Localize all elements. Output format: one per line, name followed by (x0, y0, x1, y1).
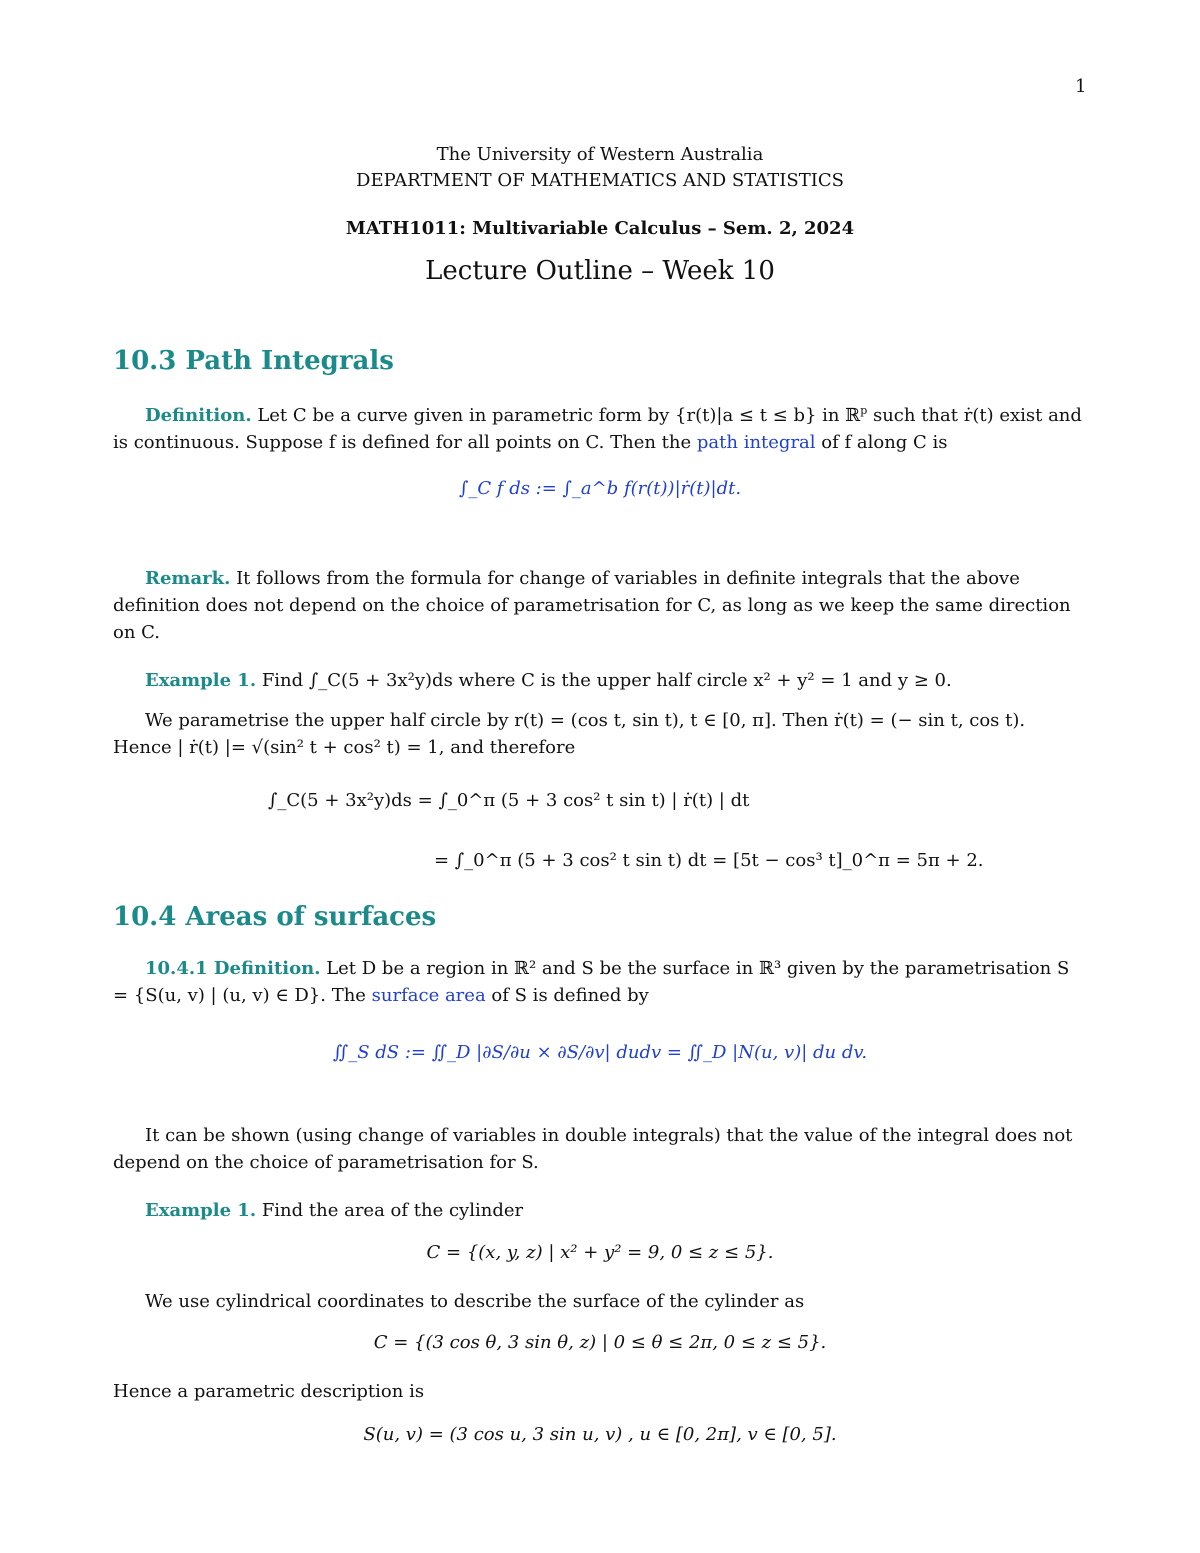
surface-area-definition (113, 955, 1089, 1009)
course-title: MATH1011: Multivariable Calculus – Sem. 2, 2024 (345, 218, 855, 239)
cylindrical-coords-definition: C = {(3 cos θ, 3 sin θ, z) | 0 ≤ θ ≤ 2π, 0 ≤ z ≤ 5}. (373, 1332, 827, 1353)
cylinder-set-definition: C = {(x, y, z) | x² + y² = 9, 0 ≤ z ≤ 5}. (426, 1242, 774, 1263)
department-name: DEPARTMENT OF MATHEMATICS AND STATISTICS (356, 170, 844, 191)
definition-text-2: such that ṙ(t) exist and is continuous. Suppose f is defined for all points on C. Then the (113, 405, 1082, 453)
path-integral-definition (113, 397, 1089, 456)
path-integral-term: path integral (696, 432, 816, 453)
section-heading-areas-of-surfaces: 10.4 Areas of surfaces (113, 902, 437, 932)
example-label: Example 1. (145, 670, 257, 691)
remark-label: Remark. (145, 568, 231, 589)
param-line-1: We parametrise the upper half circle by r(t) = (cos t, sin t), t ∈ [0, π]. Then ṙ(t) = (− sin t, cos t). (145, 710, 1026, 731)
independence-paragraph: It can be shown (using change of variables in double integrals) that the value of the integral does not depend on the choice of parametrisation for S. (113, 1125, 1073, 1173)
section-heading-path-integrals: 10.3 Path Integrals (113, 346, 394, 376)
example-text: Find ∫_C(5 + 3x²y)ds where C is the upper half circle x² + y² = 1 and y ≥ 0. (256, 670, 952, 691)
definition-text-1: Let D be a region in ℝ² and S be the surface in ℝ³ given by the parametrisation S = {S(u, v) | (u, v) ∈ D}. The (113, 958, 1070, 1006)
param-line-2: Hence | ṙ(t) |= √(sin² t + cos² t) = 1, and therefore (113, 737, 576, 758)
definition-text-3: of f along C is (815, 432, 948, 453)
university-name: The University of Western Australia (436, 144, 764, 165)
definition-sup: p (860, 404, 868, 417)
remark-paragraph (113, 565, 1089, 646)
parametrisation-paragraph (113, 707, 1089, 761)
surface-area-term: surface area (371, 985, 486, 1006)
definition-text-2: of S is defined by (485, 985, 649, 1006)
definition-text-1: Let C be a curve given in parametric form by {r(t)|a ≤ t ≤ b} in ℝ (257, 405, 861, 426)
example-text: Find the area of the cylinder (256, 1200, 524, 1221)
path-integral-formula: ∫_C f ds := ∫_a^b f(r(t))|ṙ(t)|dt. (458, 478, 742, 499)
parametric-description-text: Hence a parametric description is (113, 1381, 425, 1402)
calculation-line-1: ∫_C(5 + 3x²y)ds = ∫_0^π (5 + 3 cos² t sin t) | ṙ(t) | dt (268, 790, 750, 811)
surface-area-formula: ∬_S dS := ∬_D |∂S/∂u × ∂S/∂v| dudv = ∬_D |N(u, v)| du dv. (332, 1042, 868, 1063)
parametric-description-formula: S(u, v) = (3 cos u, 3 sin u, v) , u ∈ [0, 2π], v ∈ [0, 5]. (363, 1424, 837, 1445)
example-1-path (113, 667, 1089, 694)
definition-label: Definition. (145, 405, 252, 426)
example-label: Example 1. (145, 1200, 257, 1221)
calculation-line-2: = ∫_0^π (5 + 3 cos² t sin t) dt = [5t − cos³ t]_0^π = 5π + 2. (434, 850, 984, 871)
definition-label: 10.4.1 Definition. (145, 958, 321, 979)
example-1-cylinder (113, 1197, 1089, 1224)
page-title: Lecture Outline – Week 10 (425, 256, 775, 286)
page-number: 1 (1075, 76, 1087, 97)
remark-text: It follows from the formula for change of variables in definite integrals that the above definition does not depend on the choice of parametrisation for C, as long as we keep the same direction on C. (113, 568, 1071, 643)
cylindrical-coords-text: We use cylindrical coordinates to describe the surface of the cylinder as (145, 1291, 805, 1312)
